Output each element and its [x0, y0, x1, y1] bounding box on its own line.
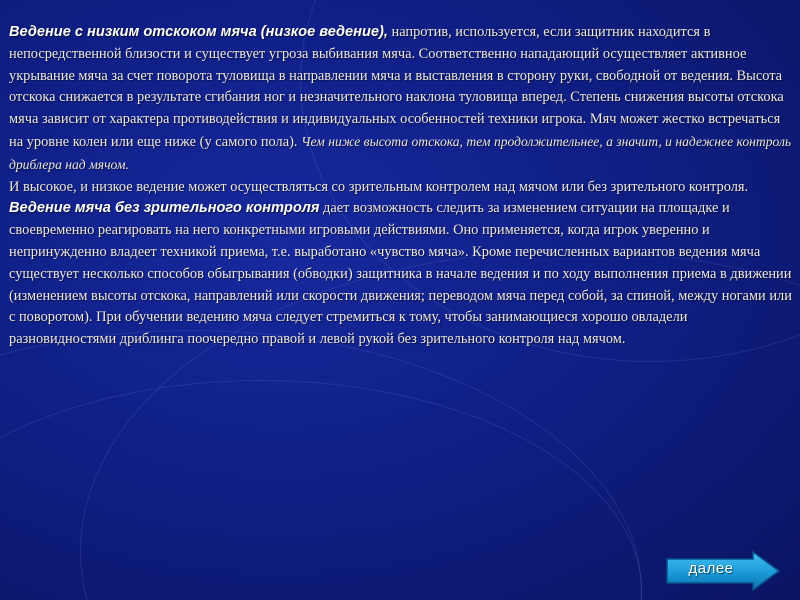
background-swirl	[0, 380, 642, 600]
low-dribble-body: напротив, используется, если защитник находится в непосредственной близости и существует угроза выбивания мяча. Соответственно нападающий осуществляет активное укрывание мяча за счет поворота туловища в направлении мяча и выставления в сторону руки, свободной от ведения. Высота отскока снижается в результате сгибания ног и незначительного наклона туловища вперед. Степень снижения высоты отскока мяча зависит от характера противодействия и индивидуальных особенностей техники игрока. Мяч может жестко встречаться на уровне колен или еще ниже (у самого пола).	[9, 24, 784, 150]
paragraph-no-visual-control	[9, 198, 795, 351]
low-dribble-italic-note: Чем ниже высота отскока, тем продолжительнее, а значит, и надежнее контроль дриблера над мячом.	[9, 133, 792, 172]
no-visual-control-body: дает возможность следить за изменением ситуации на площадке и своевременно реагировать на него конкретными игровыми действиями. Оно применяется, когда игрок уверенно и непринужденно владеет техникой приема, т.е. выработано «чувство мяча». Кроме перечисленных вариантов ведения мяча существует несколько способов обыгрывания (обводки) защитника в начале ведения и по ходу выполнения приема в движении (изменением высоты отскока, направлений или скорости движения; переводом мяча перед собой, за спиной, между ногами или с поворотом). При обучении ведению мяча следует стремиться к тому, чтобы занимающиеся хорошо овладели разновидностями дриблинга поочередно правой и левой рукой без зрительного контроля над мячом.	[9, 200, 792, 348]
next-button[interactable]	[665, 551, 781, 591]
low-dribble-heading: Ведение с низким отскоком мяча (низкое ведение),	[9, 24, 388, 40]
background-swirl	[0, 330, 642, 600]
paragraph-visual-control: И высокое, и низкое ведение может осуществляться со зрительным контролем над мячом или без зрительного контроля.	[9, 178, 749, 195]
slide-text	[9, 22, 795, 351]
next-button-label: далее	[688, 560, 734, 577]
paragraph-low-dribble	[9, 22, 795, 177]
no-visual-control-heading: Ведение мяча без зрительного контроля	[9, 200, 320, 217]
